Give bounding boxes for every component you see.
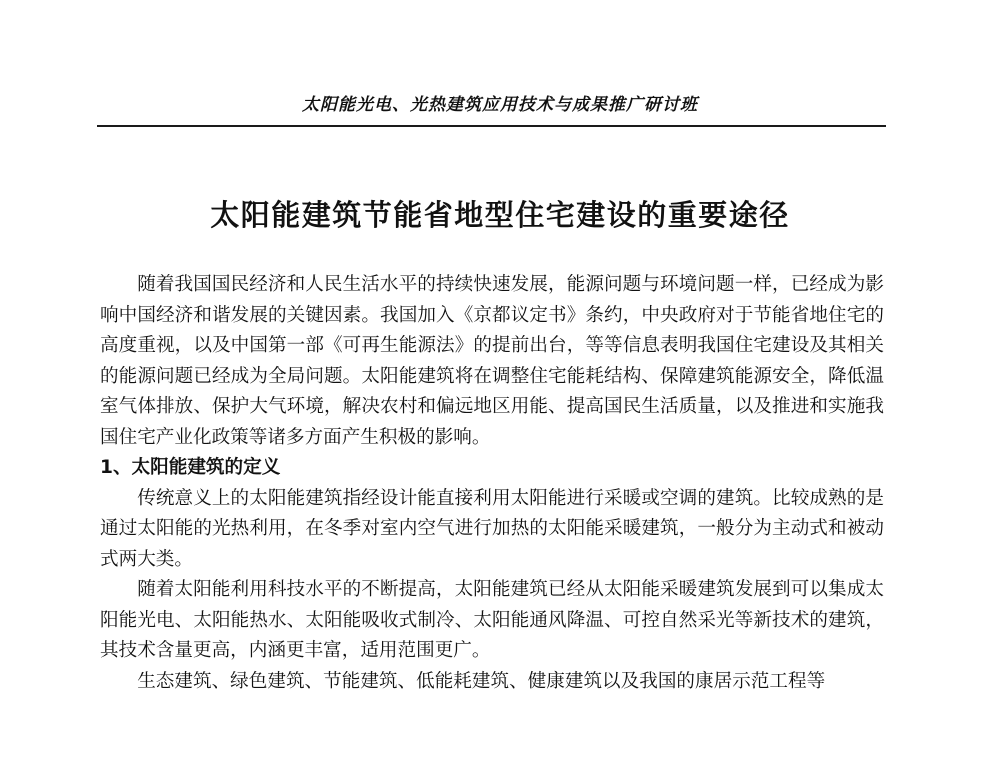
running-header: 太阳能光电、光热建筑应用技术与成果推广研讨班	[302, 95, 698, 115]
section-paragraph: 传统意义上的太阳能建筑指经设计能直接利用太阳能进行采暖或空调的建筑。比较成熟的是通过太阳能的光热利用，在冬季对室内空气进行加热的太阳能采暖建筑，一般分为主动式和被动式两大类。	[100, 487, 884, 570]
section-paragraph: 随着太阳能利用科技水平的不断提高，太阳能建筑已经从太阳能采暖建筑发展到可以集成太阳能光电、太阳能热水、太阳能吸收式制冷、太阳能通风降温、可控自然采光等新技术的建筑，其技术含量更高，内涵更丰富，适用范围更广。	[100, 579, 884, 661]
section-paragraph-cut-off: 生态建筑、绿色建筑、节能建筑、低能耗建筑、健康建筑以及我国的康居示范工程等	[137, 670, 826, 692]
article-body	[100, 270, 884, 697]
page-title: 太阳能建筑节能省地型住宅建设的重要途径	[210, 198, 790, 233]
intro-paragraph: 随着我国国民经济和人民生活水平的持续快速发展，能源问题与环境问题一样，已经成为影响中国经济和谐发展的关键因素。我国加入《京都议定书》条约，中央政府对于节能省地住宅的高度重视，以及中国第一部《可再生能源法》的提前出台，等等信息表明我国住宅建设及其相关的能源问题已经成为全局问题。太阳能建筑将在调整住宅能耗结构、保障建筑能源安全，降低温室气体排放、保护大气环境，解决农村和偏远地区用能、提高国民生活质量，以及推进和实施我国住宅产业化政策等诸多方面产生积极的影响。	[100, 274, 884, 448]
section-heading: 1、太阳能建筑的定义	[100, 457, 281, 478]
header-divider	[97, 125, 886, 127]
